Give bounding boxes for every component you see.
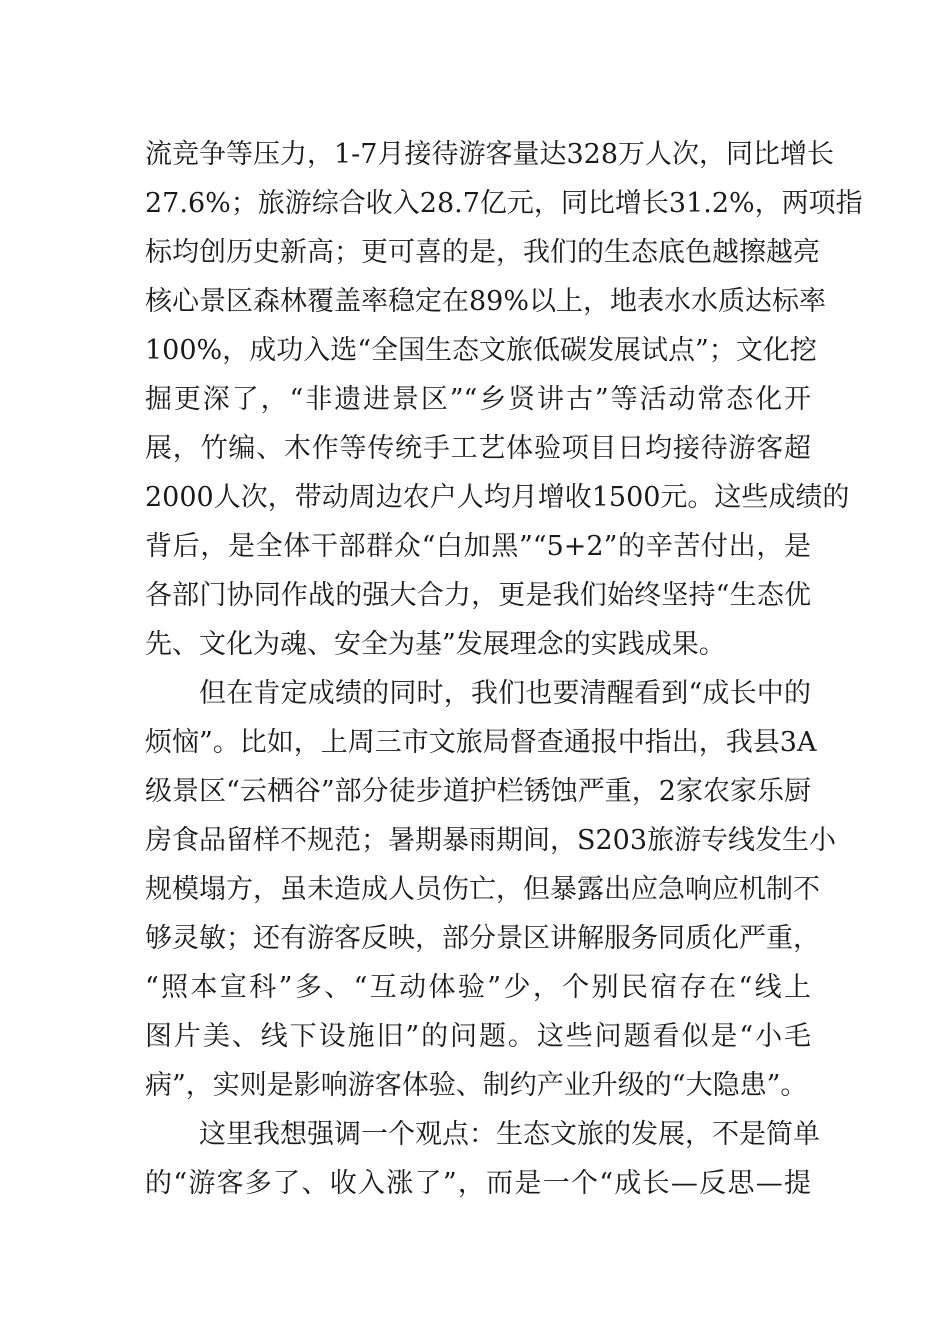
text-line: 够灵敏；还有游客反映，部分景区讲解服务同质化严重， <box>145 923 820 954</box>
text-line: 图片美、线下设施旧”的问题。这些问题看似是“小毛 <box>145 1021 811 1052</box>
text-line: 背后，是全体干部群众“白加黑”“5+2”的辛苦付出，是 <box>145 531 811 562</box>
paragraph-1 <box>145 130 863 669</box>
text-line: 但在肯定成绩的同时，我们也要清醒看到“成长中的 <box>199 678 811 709</box>
text-line: 27.6%；旅游综合收入28.7亿元，同比增长31.2%，两项指 <box>145 188 863 219</box>
text-line: 100%，成功入选“全国生态文旅低碳发展试点”；文化挖 <box>145 335 817 366</box>
text-line: 级景区“云栖谷”部分徒步道护栏锈蚀严重，2家农家乐厨 <box>145 776 811 807</box>
text-line: 烦恼”。比如，上周三市文旅局督查通报中指出，我县3A <box>145 727 817 758</box>
text-line: “照本宣科”多、“互动体验”少，个别民宿存在“线上 <box>145 972 811 1003</box>
text-line: 掘更深了，“非遗进景区”“乡贤讲古”等活动常态化开 <box>145 384 811 415</box>
paragraph-3 <box>145 1110 820 1208</box>
text-line: 标均创历史新高；更可喜的是，我们的生态底色越擦越亮 <box>145 237 820 268</box>
text-line: 这里我想强调一个观点：生态文旅的发展，不是简单 <box>199 1119 820 1150</box>
text-line: 展，竹编、木作等传统手工艺体验项目日均接待游客超 <box>145 433 811 464</box>
text-line: 的“游客多了、收入涨了”，而是一个“成长—反思—提 <box>145 1168 811 1199</box>
text-line: 先、文化为魂、安全为基”发展理念的实践成果。 <box>145 629 726 660</box>
text-line: 核心景区森林覆盖率稳定在89%以上，地表水水质达标率 <box>145 286 827 317</box>
text-line: 各部门协同作战的强大合力，更是我们始终坚持“生态优 <box>145 580 811 611</box>
document-body <box>145 130 863 1208</box>
text-line: 房食品留样不规范；暑期暴雨期间，S203旅游专线发生小 <box>145 825 837 856</box>
text-line: 病”，实则是影响游客体验、制约产业升级的“大隐患”。 <box>145 1070 808 1101</box>
text-line: 流竞争等压力，1-7月接待游客量达328万人次，同比增长 <box>145 139 835 170</box>
text-line: 规模塌方，虽未造成人员伤亡，但暴露出应急响应机制不 <box>145 874 820 905</box>
text-line: 2000人次，带动周边农户人均月增收1500元。这些成绩的 <box>145 482 850 513</box>
paragraph-2 <box>145 669 837 1110</box>
